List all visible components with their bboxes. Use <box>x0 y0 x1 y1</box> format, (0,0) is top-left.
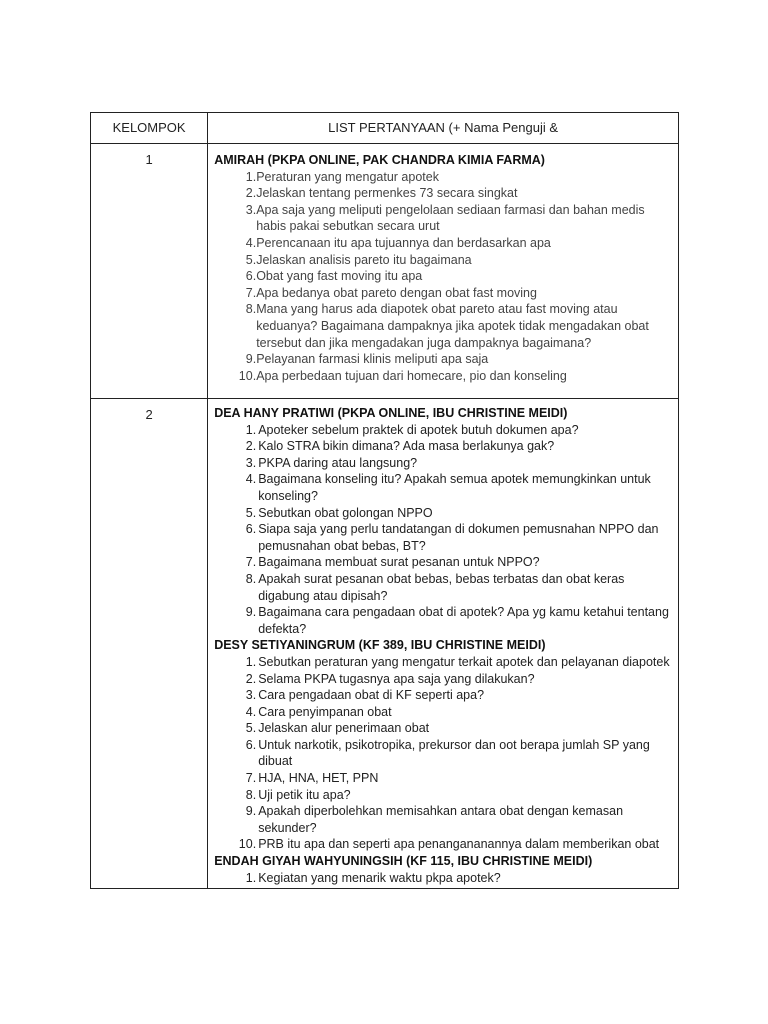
question-number: 1. <box>245 169 257 184</box>
question-text: Apakah diperbolehkan memisahkan antara obat dengan kemasan sekunder? <box>258 804 624 835</box>
list-item <box>214 252 670 269</box>
question-number: 8. <box>245 571 257 586</box>
list-item <box>214 471 670 504</box>
question-text: Uji petik itu apa? <box>258 787 351 802</box>
list-item <box>214 787 670 804</box>
question-text: PKPA daring atau langsung? <box>258 455 418 470</box>
list-item <box>214 422 670 439</box>
list-item <box>214 737 670 770</box>
question-text: Apoteker sebelum praktek di apotek butuh dokumen apa? <box>258 422 579 437</box>
question-number: 7. <box>245 555 257 570</box>
question-number: 10. <box>238 837 257 852</box>
question-number: 1. <box>245 870 257 885</box>
examinee-name: DESY SETIYANINGRUM (KF 389, IBU CHRISTINE MEIDI) <box>214 638 546 653</box>
list-item <box>214 169 670 186</box>
question-text: Mana yang harus ada diapotek obat pareto atau fast moving atau keduanya? Bagaimana dampaknya jika apotek tidak mengadakan obat tersebut dan jika mengadakan juga dampaknya bagaimana? <box>256 302 649 350</box>
question-number: 2. <box>245 186 257 201</box>
list-item <box>214 268 670 285</box>
question-number: 8. <box>245 787 257 802</box>
list-item <box>214 770 670 787</box>
list-item <box>214 185 670 202</box>
question-text: Cara pengadaan obat di KF seperti apa? <box>258 688 485 703</box>
list-item <box>214 505 670 522</box>
question-number: 9. <box>245 352 257 367</box>
list-item <box>214 285 670 302</box>
question-number: 1. <box>245 422 257 437</box>
questions-cell <box>208 399 679 889</box>
question-number: 4. <box>245 235 257 250</box>
group-number: 1 <box>91 144 208 399</box>
question-list <box>214 169 670 385</box>
table-row <box>91 144 679 399</box>
list-item <box>214 438 670 455</box>
question-text: Cara penyimpanan obat <box>258 704 392 719</box>
table-header-row <box>91 113 679 144</box>
question-text: Peraturan yang mengatur apotek <box>256 169 439 184</box>
table-row <box>91 399 679 889</box>
list-item <box>214 351 670 368</box>
question-text: Pelayanan farmasi klinis meliputi apa saja <box>256 352 489 367</box>
question-number: 5. <box>245 505 257 520</box>
question-number: 4. <box>245 704 257 719</box>
list-item <box>214 521 670 554</box>
question-text: Apa perbedaan tujuan dari homecare, pio dan konseling <box>256 368 567 383</box>
list-item <box>214 368 670 385</box>
question-number: 3. <box>245 455 257 470</box>
list-item <box>214 455 670 472</box>
list-item <box>214 720 670 737</box>
list-item <box>214 202 670 235</box>
question-text: Apakah surat pesanan obat bebas, bebas terbatas dan obat keras digabung atau dipisah? <box>258 571 625 603</box>
question-list <box>214 870 670 887</box>
list-item <box>214 803 670 836</box>
question-text: Selama PKPA tugasnya apa saja yang dilakukan? <box>258 671 535 686</box>
question-list <box>214 654 670 853</box>
question-text: Bagaimana cara pengadaan obat di apotek? Apa yg kamu ketahui tentang defekta? <box>258 605 669 636</box>
list-item <box>214 870 670 887</box>
question-number: 1. <box>245 654 257 669</box>
question-number: 2. <box>245 439 257 454</box>
list-item <box>214 687 670 704</box>
question-text: Obat yang fast moving itu apa <box>256 269 423 284</box>
group-number: 2 <box>91 399 208 889</box>
question-number: 5. <box>245 721 257 736</box>
question-text: Bagaimana konseling itu? Apakah semua apotek memungkinkan untuk konseling? <box>258 472 651 503</box>
question-text: Sebutkan obat golongan NPPO <box>258 505 433 520</box>
question-text: Jelaskan tentang permenkes 73 secara singkat <box>256 186 518 201</box>
question-number: 9. <box>245 605 257 620</box>
list-item <box>214 604 670 637</box>
question-text: Apa bedanya obat pareto dengan obat fast moving <box>256 285 537 300</box>
question-text: HJA, HNA, HET, PPN <box>258 771 379 786</box>
question-text: Bagaimana membuat surat pesanan untuk NPPO? <box>258 555 540 570</box>
question-number: 10. <box>238 368 257 383</box>
question-number: 3. <box>245 688 257 703</box>
question-number: 6. <box>245 522 257 537</box>
question-text: Untuk narkotik, psikotropika, prekursor dan oot berapa jumlah SP yang dibuat <box>258 737 650 769</box>
question-number: 6. <box>245 269 257 284</box>
question-number: 9. <box>245 804 257 819</box>
question-text: Jelaskan analisis pareto itu bagaimana <box>256 252 472 267</box>
examinee-name: AMIRAH (PKPA ONLINE, PAK CHANDRA KIMIA FARMA) <box>214 153 545 167</box>
question-text: Perencanaan itu apa tujuannya dan berdasarkan apa <box>256 235 551 250</box>
examinee-name: ENDAH GIYAH WAHYUNINGSIH (KF 115, IBU CHRISTINE MEIDI) <box>214 854 593 869</box>
examinee-name: DEA HANY PRATIWI (PKPA ONLINE, IBU CHRISTINE MEIDI) <box>214 406 568 420</box>
question-text: Jelaskan alur penerimaan obat <box>258 721 430 736</box>
header-list-pertanyaan: LIST PERTANYAAN (+ Nama Penguji & <box>208 113 679 144</box>
list-item <box>214 654 670 671</box>
list-item <box>214 301 670 351</box>
list-item <box>214 704 670 721</box>
question-text: Apa saja yang meliputi pengelolaan sediaan farmasi dan bahan medis habis pakai sebutkan secara urut <box>256 202 645 234</box>
question-text: Kalo STRA bikin dimana? Ada masa berlakunya gak? <box>258 439 555 454</box>
question-text: Sebutkan peraturan yang mengatur terkait apotek dan pelayanan diapotek <box>258 654 670 669</box>
question-number: 6. <box>245 737 257 752</box>
question-number: 7. <box>245 771 257 786</box>
question-text: Siapa saja yang perlu tandatangan di dokumen pemusnahan NPPO dan pemusnahan obat bebas, BT? <box>258 522 659 553</box>
list-item <box>214 836 670 853</box>
question-text: PRB itu apa dan seperti apa penangananannya dalam memberikan obat <box>258 837 660 852</box>
list-item <box>214 235 670 252</box>
question-table <box>90 112 679 889</box>
question-number: 3. <box>245 202 257 217</box>
list-item <box>214 554 670 571</box>
question-number: 5. <box>245 252 257 267</box>
question-list <box>214 422 670 638</box>
list-item <box>214 671 670 688</box>
question-number: 7. <box>245 285 257 300</box>
question-number: 8. <box>245 302 257 317</box>
question-number: 2. <box>245 671 257 686</box>
question-text: Kegiatan yang menarik waktu pkpa apotek? <box>258 870 501 885</box>
questions-cell <box>208 144 679 399</box>
list-item <box>214 571 670 604</box>
header-kelompok: KELOMPOK <box>91 113 208 144</box>
question-number: 4. <box>245 472 257 487</box>
